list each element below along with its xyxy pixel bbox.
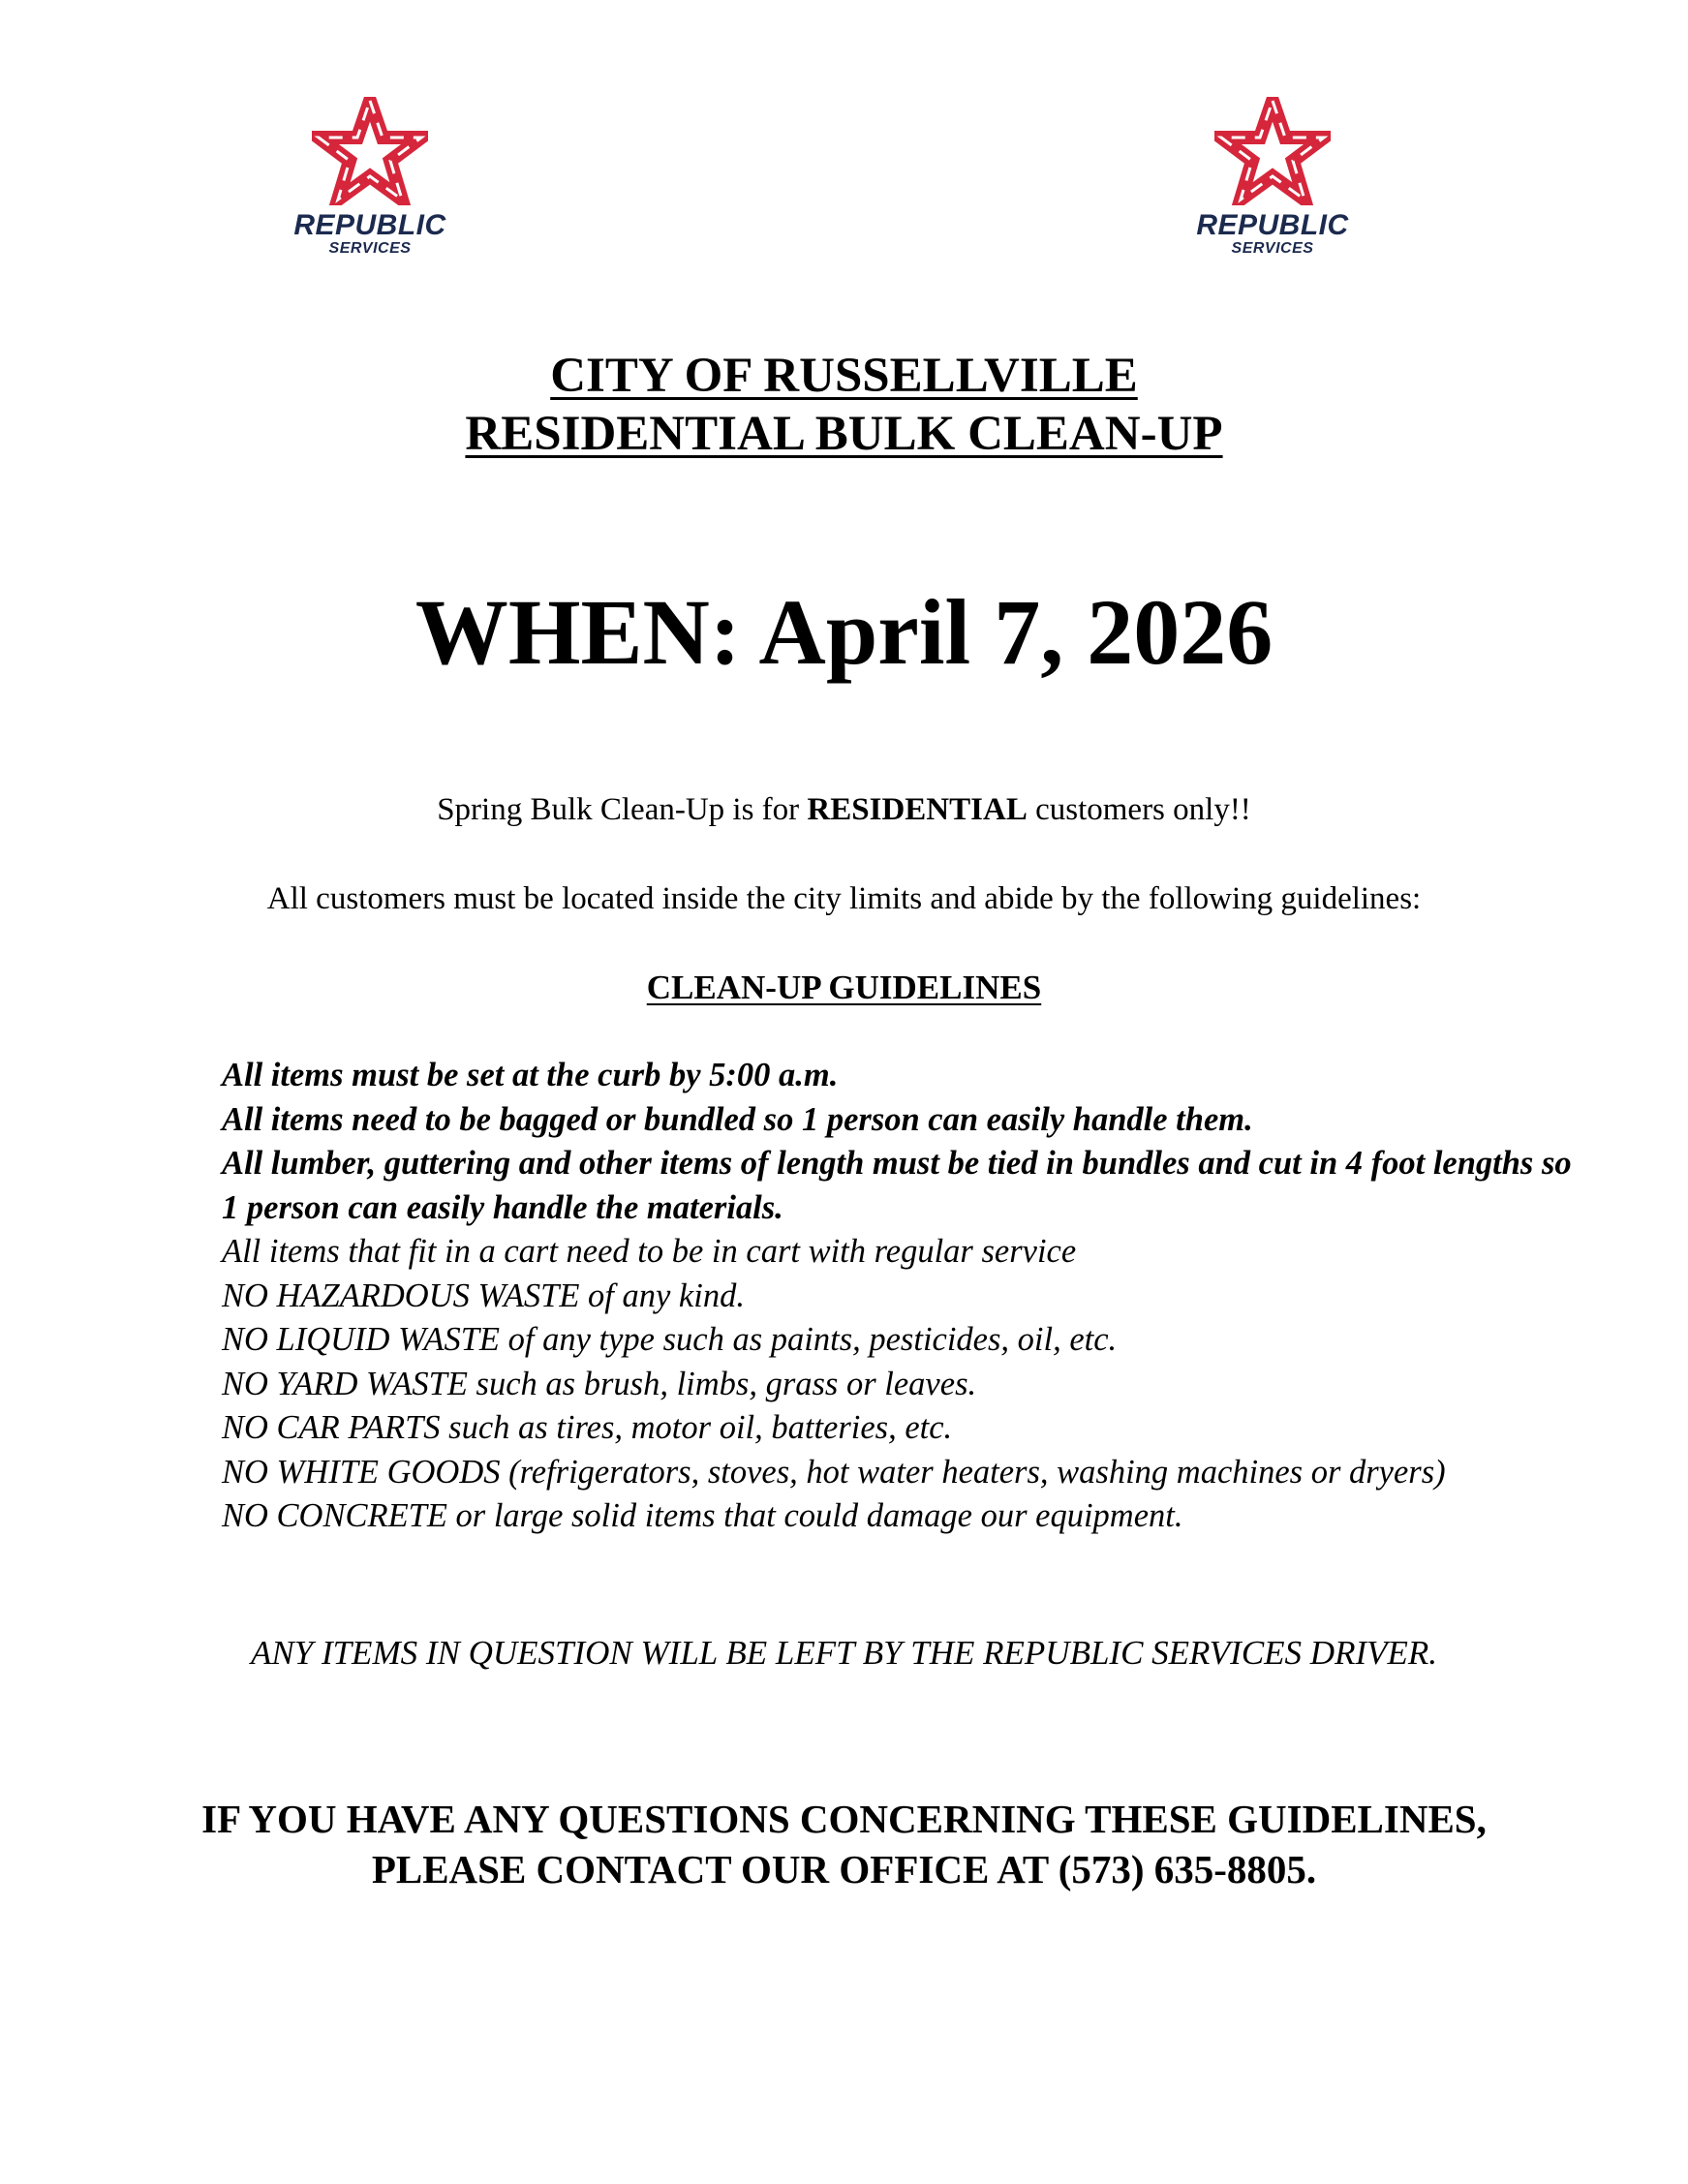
event-date-heading: WHEN: April 7, 2026	[414, 580, 1274, 684]
guideline-text: NO LIQUID WASTE of any type such as paints, pesticides, oil, etc.	[222, 1321, 1118, 1358]
title-line-1: CITY OF RUSSELLVILLE	[550, 349, 1138, 403]
intro-city-limits-line: All customers must be located inside the city limits and abide by the following guidelines:	[266, 881, 1422, 916]
intro-suffix: customers only!!	[1027, 792, 1251, 827]
guideline-text: NO HAZARDOUS WASTE of any kind.	[222, 1277, 745, 1314]
guidelines-list	[222, 1054, 1578, 1539]
guideline-emphasis: All lumber, guttering and other items of length must be tied in bundles and cut in 4 foot lengths so 1 person can easily handle the materials.	[222, 1145, 1572, 1226]
logo-name: REPUBLIC	[293, 209, 446, 241]
republic-star-icon	[312, 97, 428, 205]
guideline-item	[222, 1142, 1578, 1230]
guideline-item	[222, 1494, 1578, 1539]
guideline-text: NO YARD WASTE such as brush, limbs, grass or leaves.	[222, 1365, 977, 1402]
guideline-text: NO WHITE GOODS (refrigerators, stoves, hot water heaters, washing machines or dryers)	[222, 1453, 1446, 1491]
guideline-emphasis: All items must be set at the curb by 5:00 a.m.	[222, 1057, 839, 1093]
guideline-item	[222, 1275, 1578, 1319]
contact-line-1: IF YOU HAVE ANY QUESTIONS CONCERNING THESE GUIDELINES,	[201, 1797, 1487, 1841]
guideline-text: All items that fit in a cart need to be in cart with regular service	[222, 1233, 1077, 1270]
logo-subtitle: SERVICES	[1231, 240, 1314, 257]
logo-subtitle: SERVICES	[328, 240, 412, 257]
guideline-text: NO CAR PARTS such as tires, motor oil, batteries, etc.	[222, 1409, 953, 1446]
guideline-item	[222, 1318, 1578, 1363]
intro-residential-emphasis: RESIDENTIAL	[807, 792, 1028, 827]
contact-block	[0, 1794, 1688, 1894]
guideline-item	[222, 1406, 1578, 1451]
guidelines-heading	[0, 969, 1688, 1007]
guideline-item	[222, 1230, 1578, 1275]
republic-services-logo-left	[254, 97, 486, 258]
contact-line-2: PLEASE CONTACT OUR OFFICE AT (573) 635-8805.	[371, 1847, 1317, 1892]
republic-services-logo-right	[1156, 97, 1389, 258]
document-title	[0, 347, 1688, 463]
guideline-item	[222, 1098, 1578, 1143]
guideline-item	[222, 1451, 1578, 1495]
logo-name: REPUBLIC	[1196, 209, 1349, 241]
driver-notice: ANY ITEMS IN QUESTION WILL BE LEFT BY THE REPUBLIC SERVICES DRIVER.	[251, 1634, 1437, 1672]
republic-star-icon	[1214, 97, 1331, 205]
intro-prefix: Spring Bulk Clean-Up is for	[437, 792, 808, 827]
guideline-item	[222, 1054, 1578, 1098]
title-line-2: RESIDENTIAL BULK CLEAN-UP	[465, 407, 1223, 461]
guidelines-heading-text: CLEAN-UP GUIDELINES	[646, 969, 1042, 1006]
guideline-item	[222, 1363, 1578, 1407]
intro-residential-line	[0, 790, 1688, 829]
guideline-emphasis: All items need to be bagged or bundled so 1 person can easily handle them.	[222, 1100, 1253, 1138]
guideline-text: NO CONCRETE or large solid items that could damage our equipment.	[222, 1497, 1183, 1534]
